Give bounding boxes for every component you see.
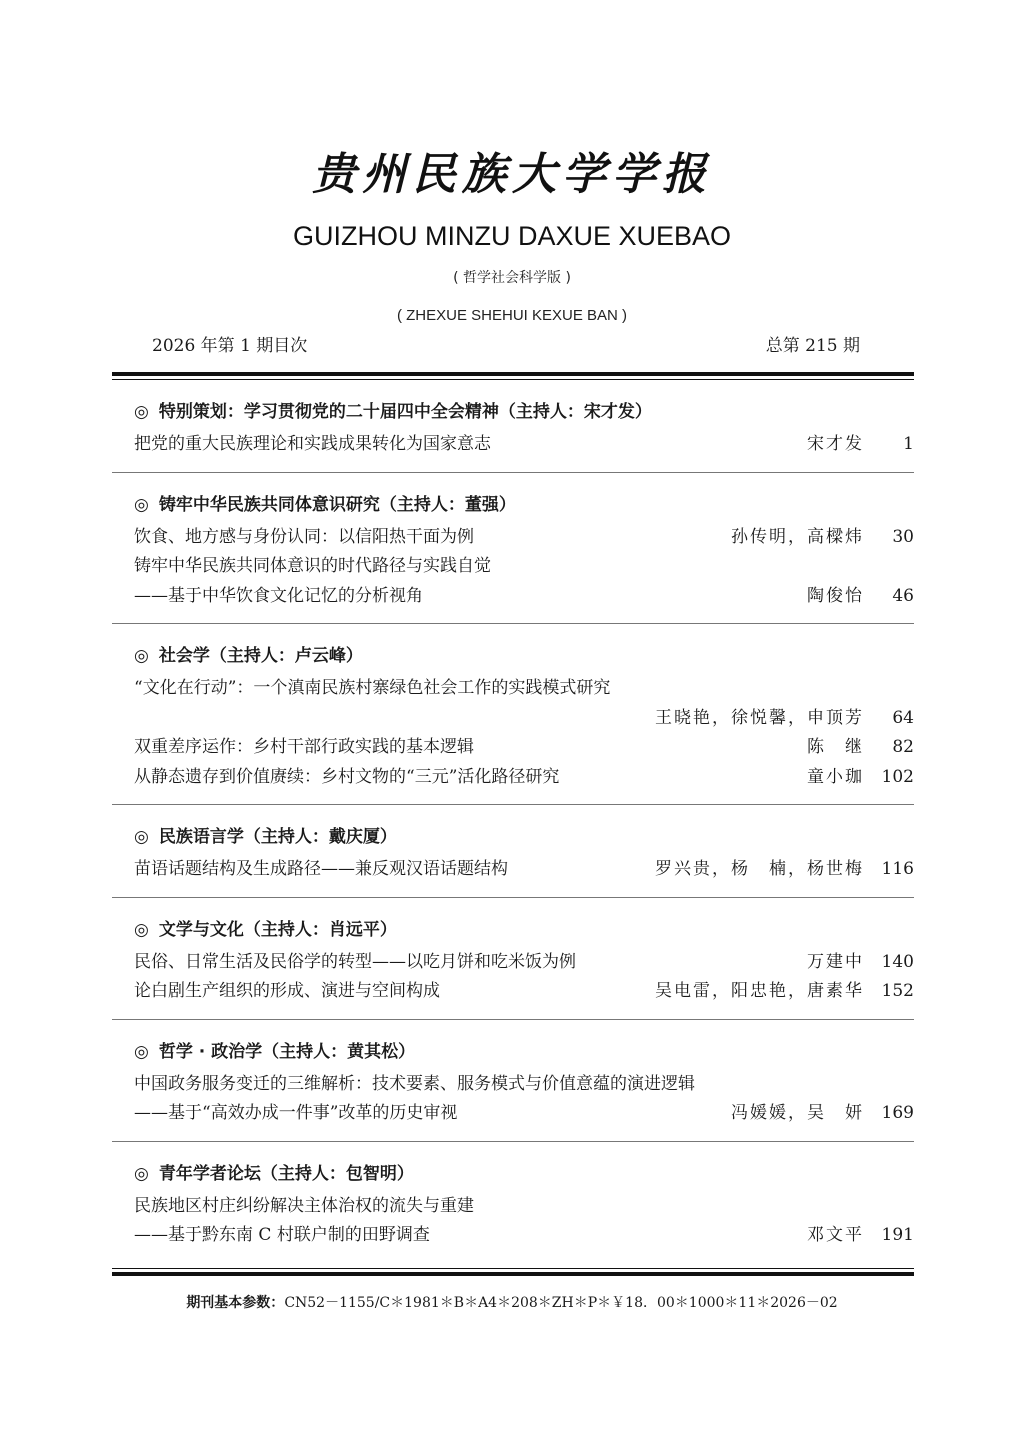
journal-logo-title: 贵州民族大学学报 [312,149,712,200]
section-mark-icon: ◎ [134,1163,149,1184]
parameters-label: 期刊基本参数： [186,1295,285,1311]
entry-title: 民俗、日常生活及民俗学的转型——以吃月饼和吃米饭为例 [134,951,576,972]
entry-title: “文化在行动”：一个滇南民族村寨绿色社会工作的实践模式研究 [134,678,611,698]
entry-page: 82 [892,737,914,757]
top-rule-thin [112,379,914,380]
total-issue-number: 总第 215 期 [765,336,860,356]
entry-page: 116 [881,859,914,879]
entry-page: 64 [892,707,914,728]
section-mark-icon: ◎ [134,919,149,940]
toc-entry[interactable] [112,733,914,763]
journal-pinyin-title: GUIZHOU MINZU DAXUE XUEBAO [292,221,732,251]
toc-entry[interactable] [112,1192,914,1222]
entry-page: 1 [903,434,914,454]
section-mark-icon: ◎ [134,646,149,666]
entry-title: 铸牢中华民族共同体意识的时代路径与实践自觉 [134,556,491,576]
entry-title: 论白剧生产组织的形成、演进与空间构成 [134,981,440,1001]
section-mark-icon: ◎ [134,827,149,847]
entry-authors: 邓文平 [807,1225,864,1245]
toc-entry[interactable] [112,855,914,885]
issue-number: 2026 年第 1 期目次 [152,336,308,356]
toc-section [112,1142,914,1263]
issue-line [152,334,860,358]
entry-page: 169 [881,1103,914,1123]
entry-title: 从静态遗存到价值赓续：乡村文物的“三元”活化路径研究 [134,766,560,787]
entry-page: 140 [881,951,914,972]
bottom-rule-thick [112,1272,914,1276]
toc-section [112,1020,914,1142]
journal-parameters [0,1292,1024,1314]
toc-section [112,392,914,473]
entry-authors: 孙传明，高樑炜 [731,526,864,547]
edition-label: ( 哲学社会科学版 ) [453,270,571,286]
section-heading-text: 哲学 · 政治学（主持人：黄其松） [158,1041,416,1062]
entry-title: ——基于黔东南 C 村联户制的田野调查 [134,1225,430,1245]
toc-entry[interactable] [112,948,914,978]
entry-title: ——基于中华饮食文化记忆的分析视角 [134,585,423,606]
toc-entry[interactable] [112,430,914,460]
section-heading-text: 铸牢中华民族共同体意识研究（主持人：董强） [158,494,516,515]
toc-entry[interactable] [112,674,914,704]
toc-section [112,624,914,805]
section-heading [112,918,914,942]
section-heading [112,493,914,517]
toc-section [112,805,914,898]
toc-entry[interactable] [112,1099,914,1129]
entry-title: 民族地区村庄纠纷解决主体治权的流失与重建 [134,1195,474,1216]
edition-pinyin-label: ( ZHEXUE SHEHUI KEXUE BAN ) [396,307,628,324]
toc-entry[interactable] [112,704,914,734]
entry-title: ——基于“高效办成一件事”改革的历史审视 [134,1103,458,1123]
section-heading-text: 民族语言学（主持人：戴庆厦） [158,827,397,847]
entry-page: 191 [881,1225,914,1245]
section-mark-icon: ◎ [134,402,149,422]
section-heading [112,1040,914,1064]
entry-title: 中国政务服务变迁的三维解析：技术要素、服务模式与价值意蕴的演进逻辑 [134,1073,695,1094]
entry-authors: 宋才发 [807,434,864,454]
entry-authors: 童小珈 [807,766,864,787]
entry-authors: 罗兴贵，杨 楠，杨世梅 [655,859,864,879]
section-heading-text: 文学与文化（主持人：肖远平） [158,919,397,940]
section-heading [112,644,914,668]
toc-entry[interactable] [112,1070,914,1100]
section-heading-text: 特别策划：学习贯彻党的二十届四中全会精神（主持人：宋才发） [158,402,652,422]
entry-authors: 冯媛媛，吴 妍 [731,1103,864,1123]
entry-authors: 陈 继 [807,737,864,757]
entry-authors: 万建中 [807,951,864,972]
toc-entry[interactable] [112,552,914,582]
toc-entry[interactable] [112,763,914,793]
section-mark-icon: ◎ [134,1041,149,1062]
entry-page: 102 [881,766,914,787]
toc-section [112,898,914,1020]
section-heading-text: 社会学（主持人：卢云峰） [158,646,363,666]
toc-section [112,473,914,625]
toc-entry[interactable] [112,977,914,1007]
entry-authors: 吴电雷，阳忠艳，唐素华 [655,981,864,1001]
section-heading [112,1162,914,1186]
top-rule-thick [112,372,914,376]
toc-entry[interactable] [112,1221,914,1251]
entry-page: 152 [881,981,914,1001]
entry-title: 把党的重大民族理论和实践成果转化为国家意志 [134,434,491,454]
entry-title: 双重差序运作：乡村干部行政实践的基本逻辑 [134,737,474,757]
toc-entry[interactable] [112,523,914,553]
bottom-rule-thin [112,1268,914,1269]
section-mark-icon: ◎ [134,494,149,515]
entry-page: 46 [892,585,914,606]
entry-authors: 王晓艳，徐悦馨，申顶芳 [655,707,864,728]
table-of-contents [112,392,914,1263]
masthead [0,146,1024,326]
entry-title: 苗语话题结构及生成路径——兼反观汉语话题结构 [134,859,508,879]
entry-authors: 陶俊怡 [807,585,864,606]
section-heading [112,825,914,849]
entry-page: 30 [892,526,914,547]
section-heading-text: 青年学者论坛（主持人：包智明） [158,1163,414,1184]
toc-entry[interactable] [112,582,914,612]
section-heading [112,400,914,424]
entry-title: 饮食、地方感与身份认同：以信阳热干面为例 [134,526,474,547]
parameters-value: CN52－1155/C＊1981＊B＊A4＊208＊ZH＊P＊￥18．00＊1000＊11＊2026－02 [284,1295,838,1311]
